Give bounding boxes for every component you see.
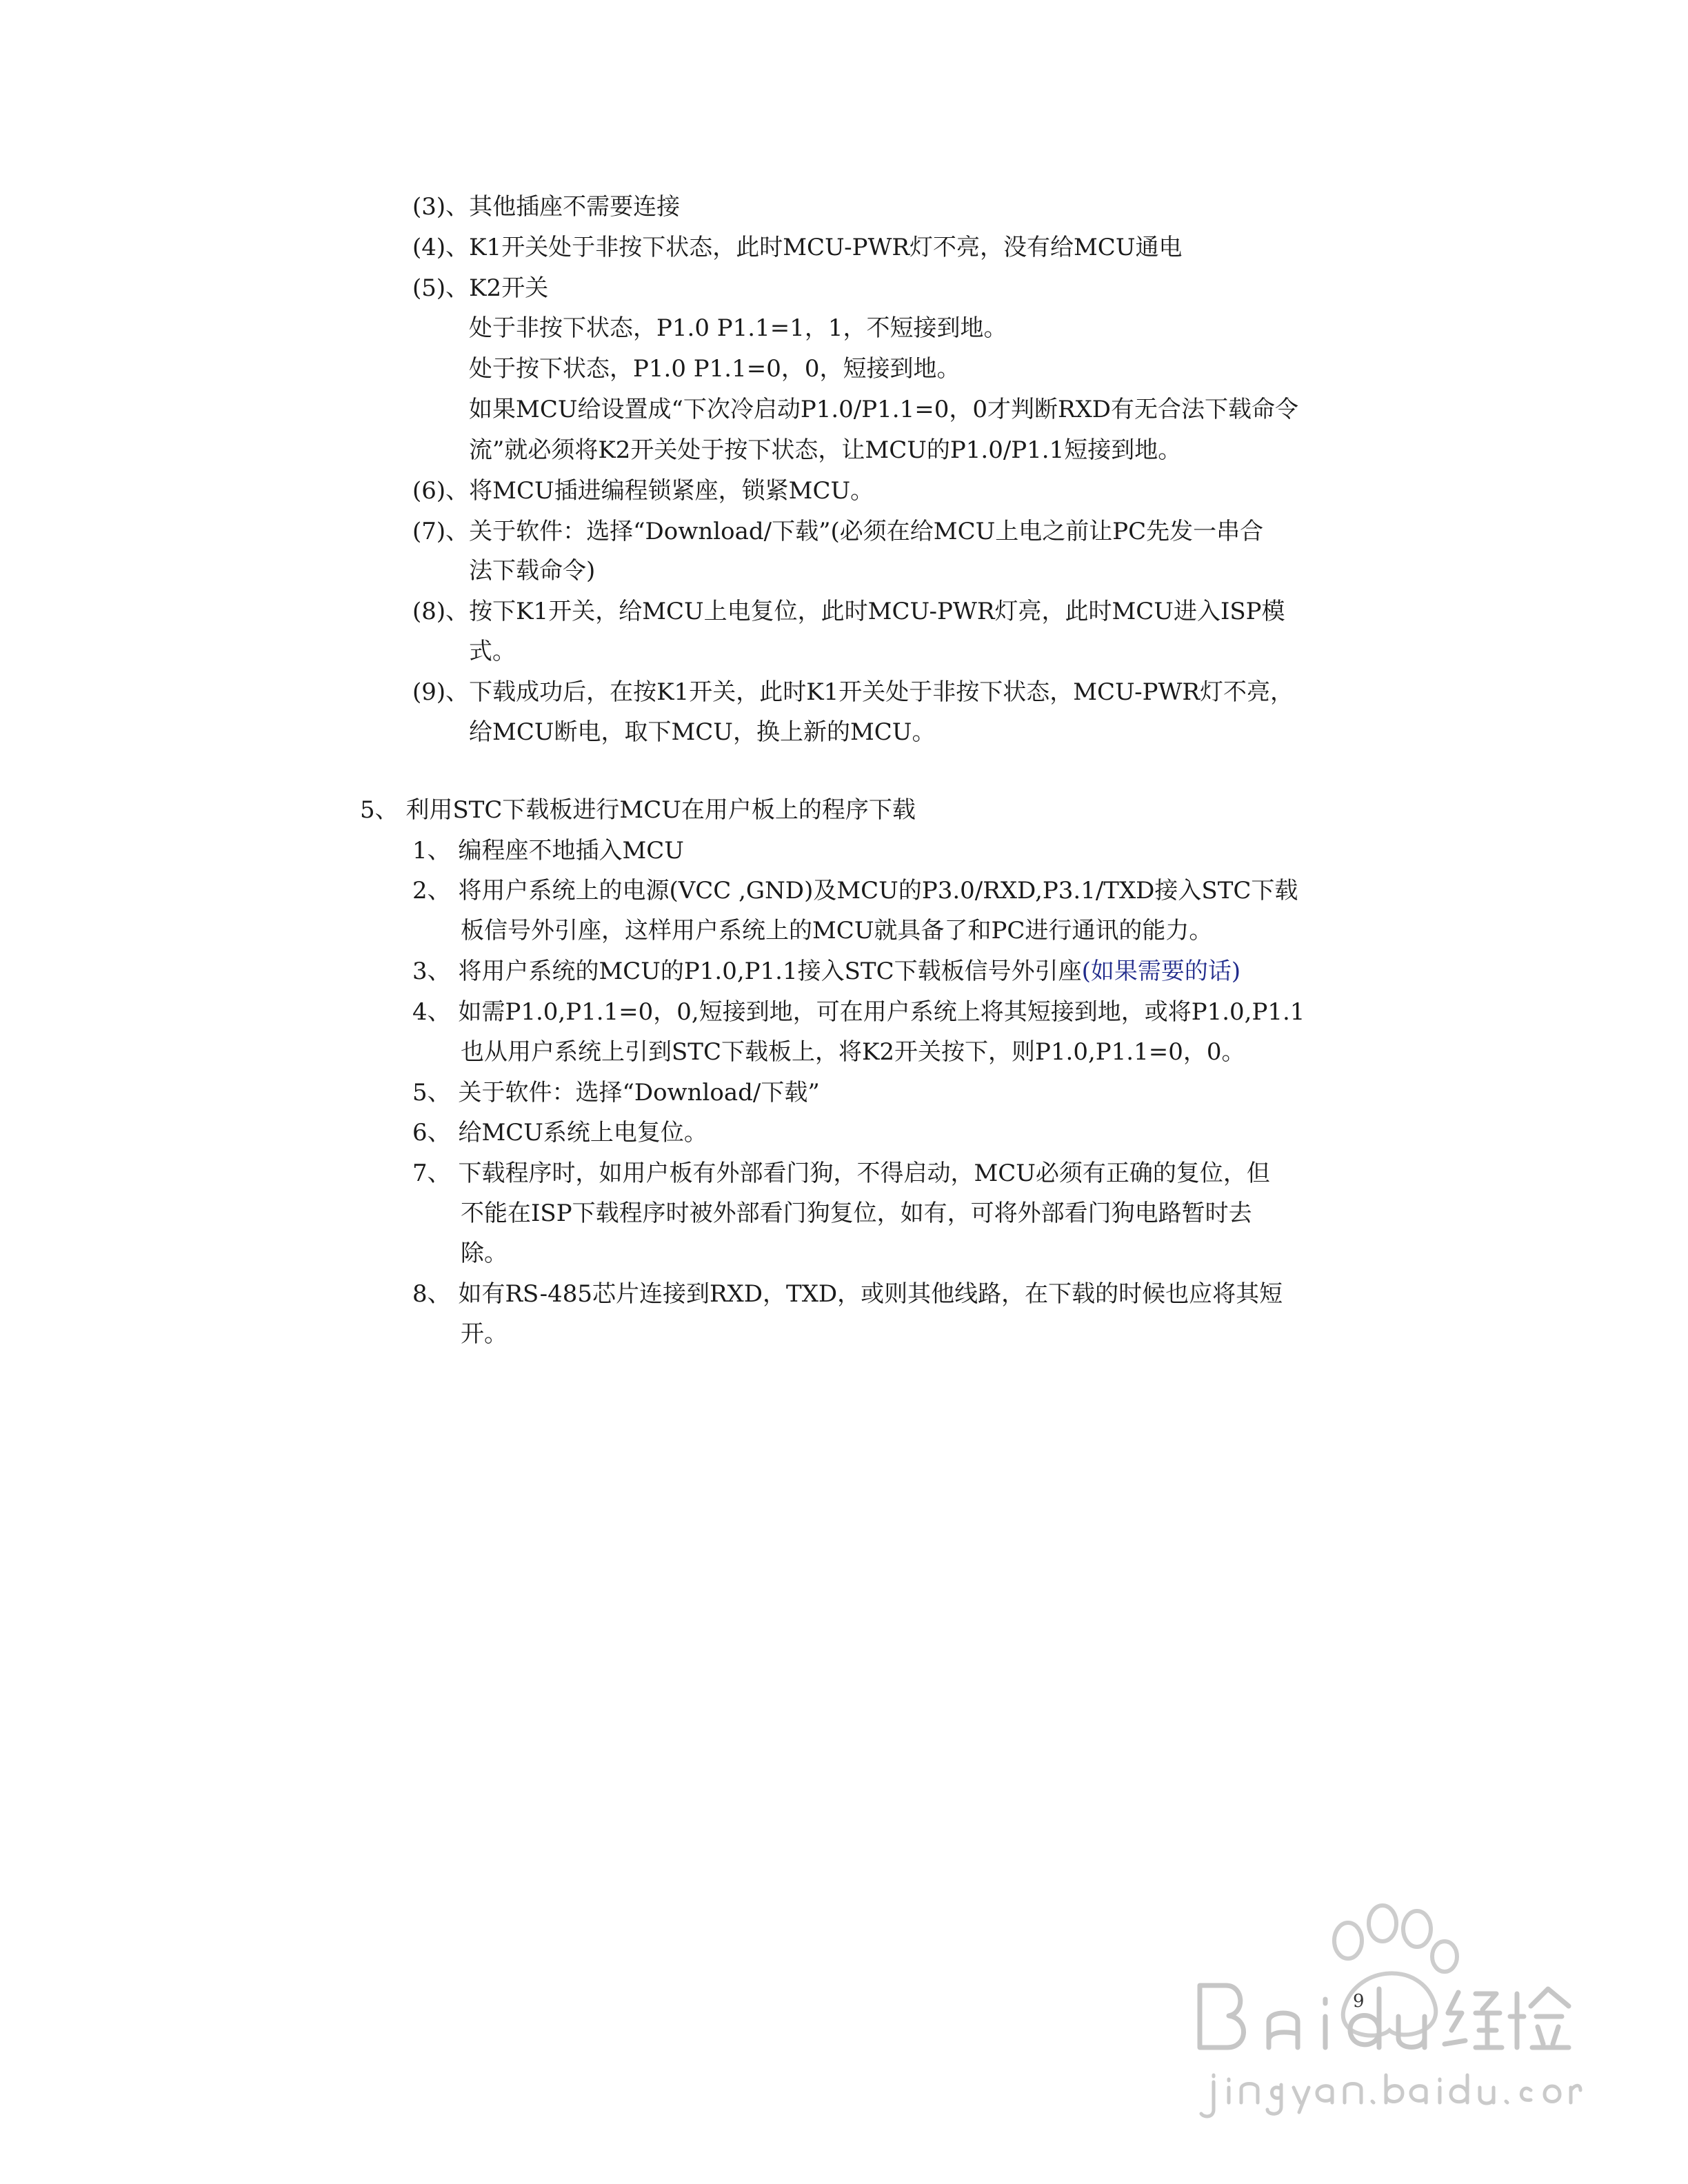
- baidu-jingyan-watermark: [1172, 1875, 1586, 2151]
- section-5-heading: 5、 利用STC下载板进行MCU在用户板上的程序下载: [360, 796, 916, 824]
- step-8: (8)、按下K1开关，给MCU上电复位，此时MCU-PWR灯亮，此时MCU进入ISP模: [412, 598, 1285, 625]
- step-5: (5)、K2开关: [412, 274, 549, 302]
- sec5-item-4: 4、 如需P1.0,P1.1=0，0,短接到地，可在用户系统上将其短接到地，或将P1.0,P1.1: [412, 998, 1305, 1026]
- step-5-sub-2: 处于按下状态，P1.0 P1.1=0，0，短接到地。: [469, 355, 961, 383]
- sec5-item-5: 5、 关于软件：选择“Download/下载”: [412, 1079, 820, 1106]
- sec5-item-4-cont: 也从用户系统上引到STC下载板上，将K2开关按下，则P1.0,P1.1=0，0。: [461, 1038, 1245, 1066]
- step-4: (4)、K1开关处于非按下状态，此时MCU-PWR灯不亮，没有给MCU通电: [412, 234, 1183, 261]
- sec5-item-2: 2、 将用户系统上的电源(VCC ,GND)及MCU的P3.0/RXD,P3.1/TXD接入STC下载: [412, 877, 1298, 904]
- step-8-cont: 式。: [469, 638, 516, 665]
- sec5-item-6: 6、 给MCU系统上电复位。: [412, 1119, 707, 1146]
- step-5-sub-3: 如果MCU给设置成“下次冷启动P1.0/P1.1=0，0才判断RXD有无合法下载命令: [469, 396, 1299, 423]
- step-7: (7)、关于软件：选择“Download/下载”(必须在给MCU上电之前让PC先发一串合: [412, 518, 1264, 545]
- step-5-sub-1: 处于非按下状态，P1.0 P1.1=1，1，不短接到地。: [469, 314, 1007, 342]
- sec5-item-1: 1、 编程座不地插入MCU: [412, 837, 684, 865]
- step-7-cont: 法下载命令): [469, 557, 596, 585]
- sec5-item-8: 8、 如有RS-485芯片连接到RXD，TXD，或则其他线路，在下载的时候也应将其短: [412, 1280, 1283, 1308]
- step-9: (9)、下载成功后，在按K1开关，此时K1开关处于非按下状态，MCU-PWR灯不亮，: [412, 678, 1294, 706]
- step-5-sub-3-cont: 流”就必须将K2开关处于按下状态，让MCU的P1.0/P1.1短接到地。: [469, 436, 1182, 464]
- sec5-item-7-cont-1: 不能在ISP下载程序时被外部看门狗复位，如有，可将外部看门狗电路暂时去: [461, 1200, 1252, 1227]
- page-number: 9: [1353, 1991, 1365, 2012]
- step-3: (3)、其他插座不需要连接: [412, 193, 681, 221]
- sec5-item-2-cont: 板信号外引座，这样用户系统上的MCU就具备了和PC进行通讯的能力。: [461, 917, 1213, 944]
- baidu-wordmark: [1200, 1985, 1569, 2048]
- step-9-cont: 给MCU断电，取下MCU，换上新的MCU。: [469, 718, 936, 746]
- step-6: (6)、将MCU插进编程锁紧座，锁紧MCU。: [412, 477, 874, 505]
- sec5-item-8-cont: 开。: [461, 1320, 508, 1348]
- sec5-item-3-note: (如果需要的话): [1081, 958, 1241, 985]
- sec5-item-7-cont-2: 除。: [461, 1240, 508, 1267]
- jingyan-url-mark: [1201, 2075, 1580, 2116]
- sec5-item-3-text: 3、 将用户系统的MCU的P1.0,P1.1接入STC下载板信号外引座: [412, 958, 1082, 985]
- sec5-item-7: 7、 下载程序时，如用户板有外部看门狗，不得启动，MCU必须有正确的复位，但: [412, 1160, 1270, 1187]
- paw-logo-icon: [1334, 1905, 1457, 2036]
- sec5-item-3: [412, 956, 1240, 987]
